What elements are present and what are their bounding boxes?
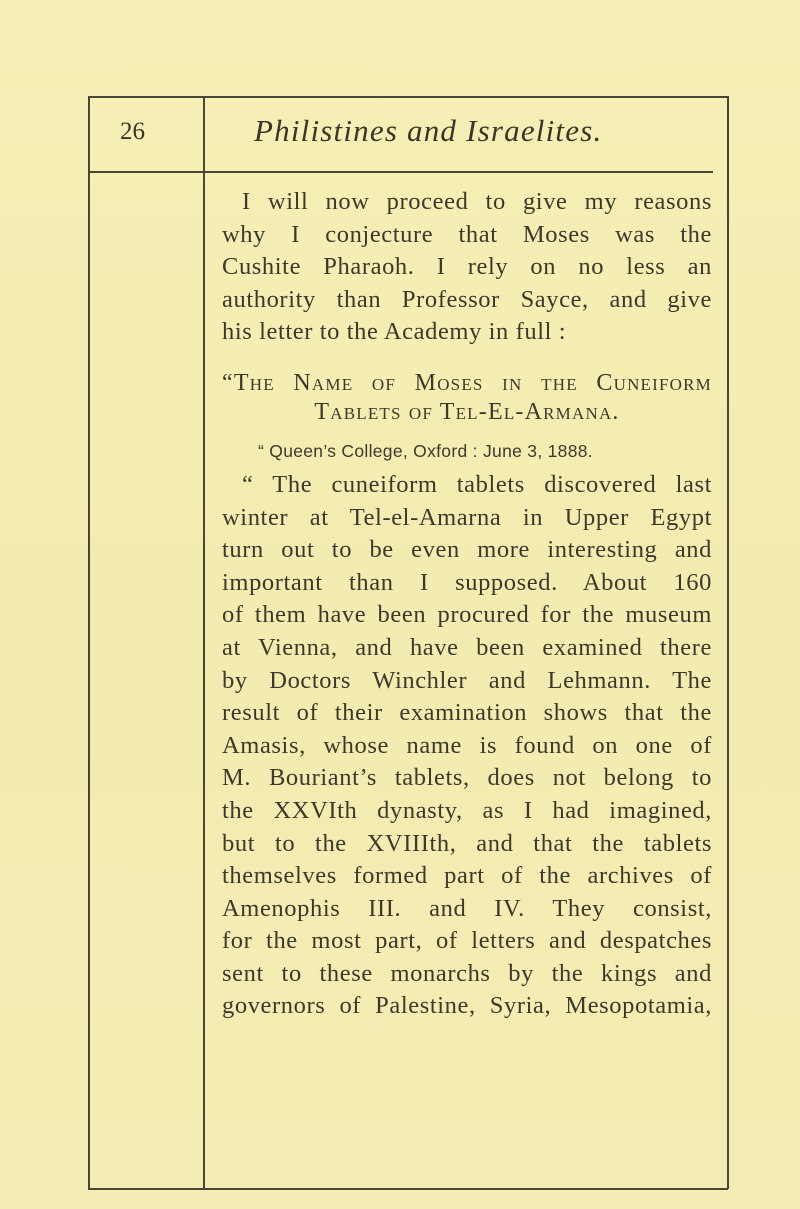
text-line: themselves formed part of the archives of [222,862,712,890]
running-head: Philistines and Israelites. [254,113,603,148]
text-line: at Vienna, and have been examined there [222,633,712,661]
gutter-rule [203,96,205,1189]
intro-paragraph [222,186,712,349]
top-rule [88,96,728,98]
body-text [222,186,712,1023]
text-line: governors of Palestine, Syria, Mesopotamia, [222,992,712,1020]
text-line: turn out to be even more interesting and [222,536,712,564]
header-rule [88,171,713,173]
text-line: M. Bouriant’s tablets, does not belong to [222,764,712,792]
text-line: I will now proceed to give my reasons [242,188,712,215]
text-line: sent to these monarchs by the kings and [222,959,712,987]
text-line: authority than Professor Sayce, and give [222,285,712,313]
text-line: winter at Tel-el-Amarna in Upper Egypt [222,503,712,531]
text-line: Cushite Pharaoh. I rely on no less an [222,253,712,281]
text-line: the XXVIth dynasty, as I had imagined, [222,796,712,824]
text-line: by Doctors Winchler and Lehmann. The [222,666,712,694]
text-line: his letter to the Academy in full : [222,318,567,346]
page-number: 26 [120,118,145,145]
heading-line: Tablets of Tel-El-Armana. [314,398,620,425]
text-line: why I conjecture that Moses was the [222,220,712,248]
text-line: Amasis, whose name is found on one of [222,731,712,759]
bottom-rule [88,1188,728,1190]
text-line: result of their examination shows that the [222,699,712,727]
text-line: “ The cuneiform tablets discovered last [242,470,712,498]
heading-line: “The Name of Moses in the Cuneiform [222,369,712,396]
text-line: Amenophis III. and IV. They consist, [222,894,712,922]
letter-heading [222,369,712,427]
left-margin-rule [88,96,90,1189]
dateline: “ Queen’s College, Oxford : June 3, 1888. [258,440,593,461]
right-margin-rule [727,96,729,1189]
text-line: but to the XVIIIth, and that the tablets [222,829,712,857]
letter-paragraph [222,469,712,1023]
text-line: for the most part, of letters and despatches [222,927,712,955]
text-line: important than I supposed. About 160 [222,568,712,596]
text-line: of them have been procured for the museum [222,601,712,629]
